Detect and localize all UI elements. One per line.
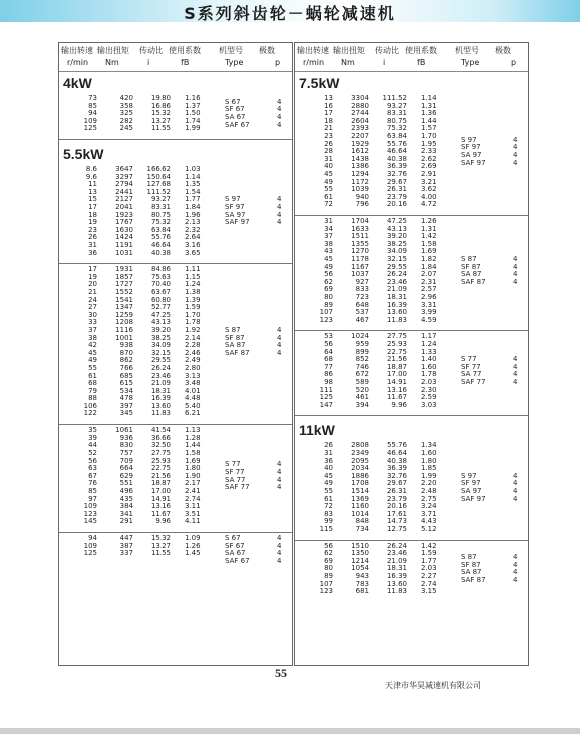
left-table-header: [59, 43, 292, 72]
page-title: S系列斜齿轮－蜗轮减速机: [184, 4, 396, 23]
poles-column: 4 4 4 4: [277, 97, 282, 129]
poles-column: 4 4 4 4: [277, 195, 282, 227]
i-column: 41.54 36.66 32.50 27.75 25.93 22.75 21.56 18.87 17.00 14.91 13.16 11.67 9.96: [150, 426, 171, 526]
poles-column: 4 4 4 4: [513, 135, 518, 167]
right-table-header: [295, 43, 528, 72]
column-header: 使用系数: [405, 46, 437, 55]
fb-column: 1.03 1.14 1.35 1.54 1.77 1.84 1.96 2.13 2.32 2.64 3.16 3.65: [185, 165, 201, 257]
poles-column: 4 4 4 4: [277, 325, 282, 357]
rpm-column: 13 16 17 18 21 23 26 28 31 40 45 49 55 61 72: [324, 94, 333, 209]
type-column: S 97 SF 97 SA 97 SAF 97: [461, 135, 486, 167]
fb-column: 1.14 1.31 1.36 1.44 1.57 1.70 1.95 2.33 2.62 2.69 2.91 3.21 3.62 4.00 4.72: [421, 94, 437, 209]
section-heading: 11kW: [299, 422, 335, 439]
section-heading: 4kW: [63, 75, 92, 91]
column-unit: Nm: [341, 58, 355, 67]
nm-column: 1061 936 830 757 709 664 629 551 496 435 384 341 291: [115, 426, 133, 526]
rpm-column: 8.6 9.6 11 13 15 17 18 19 23 26 31 36: [85, 165, 97, 257]
column-unit: i: [383, 58, 386, 67]
i-column: 27.75 25.93 22.75 21.56 18.87 17.00 14.91 13.16 11.67 9.96: [386, 332, 407, 409]
rpm-column: 73 85 94 109 125: [83, 94, 97, 133]
column-header: 传动比: [139, 46, 163, 55]
data-group: [59, 164, 292, 263]
section-heading: 7.5kW: [299, 75, 340, 91]
fb-column: 1.34 1.60 1.80 1.85 1.99 2.20 2.48 2.75 3.24 3.71 4.43 5.12: [421, 441, 437, 533]
column-header: 输出扭矩: [333, 46, 365, 55]
column-header: 输出转速: [61, 46, 93, 55]
poles-column: 4 4 4 4: [513, 552, 518, 584]
column-header: 输出转速: [297, 46, 329, 55]
column-unit: p: [511, 58, 517, 67]
poles-column: 4 4 4 4: [513, 255, 518, 286]
rpm-column: 94 109 125: [83, 534, 97, 558]
section-heading: 5.5kW: [63, 146, 104, 162]
company-name: 天津市华昊减速机有限公司: [385, 681, 481, 690]
nm-column: 3304 2880 2744 2604 2393 2207 1929 1612 1438 1386 1294 1172 1039 940 796: [351, 94, 369, 209]
column-header: 输出扭矩: [97, 46, 129, 55]
i-column: 55.76 46.64 40.38 36.39 32.76 29.67 26.31 23.79 20.16 17.61 14.73 12.75: [386, 441, 407, 533]
nm-column: 1931 1857 1727 1552 1541 1347 1259 1208 1116 1001 938 870 862 766 685 615 534 478 397 345: [115, 265, 133, 418]
column-unit: Nm: [105, 58, 119, 67]
fb-column: 1.09 1.26 1.45: [185, 534, 201, 558]
i-column: 111.52 93.27 83.31 80.75 75.32 63.84 55.76 46.64 40.38 36.39 32.76 29.67 26.31 23.79 20.16: [382, 94, 407, 209]
column-header: 使用系数: [169, 46, 201, 55]
fb-column: 1.26 1.31 1.42 1.58 1.69 1.82 1.84 2.07 2.31 2.57 2.96 3.31 3.99 4.59: [421, 217, 437, 324]
column-unit: i: [147, 58, 150, 67]
type-column: S 87 SF 87 SA 87 SAF 87: [461, 552, 486, 584]
nm-column: 2808 2349 2095 2034 1886 1708 1514 1369 1160 1014 848 734: [351, 441, 369, 533]
type-column: S 77 SF 77 SA 77 SAF 77: [225, 460, 250, 492]
column-unit: Type: [225, 58, 244, 67]
type-column: S 67 SF 67 SA 67 SAF 67: [225, 534, 250, 565]
nm-column: 447 387 337: [119, 534, 133, 558]
poles-column: 4 4 4 4: [277, 534, 282, 565]
column-unit: r/min: [303, 58, 325, 67]
type-column: S 77 SF 77 SA 77 SAF 77: [461, 355, 486, 386]
i-column: 15.32 13.27 11.55: [150, 534, 171, 558]
fb-column: 1.13 1.28 1.44 1.58 1.69 1.80 1.90 2.17 2.41 2.74 3.11 3.51 4.11: [185, 426, 201, 526]
i-column: 84.86 75.63 70.40 63.67 60.80 52.77 47.25 43.13 39.20 38.25 34.09 32.15 29.55 26.24 23.46 21.09 18.31 16.39 13.60 11.83: [150, 265, 171, 418]
column-unit: fB: [417, 58, 426, 67]
type-column: S 97 SF 97 SA 97 SAF 97: [461, 471, 486, 503]
column-header: 机型号: [219, 46, 243, 55]
rpm-column: 56 62 69 80 89 107 123: [319, 541, 333, 596]
i-column: 47.25 43.13 39.20 38.25 34.09 32.15 29.55 26.24 23.46 21.09 18.31 16.39 13.60 11.83: [386, 217, 407, 324]
data-group: [295, 216, 528, 330]
row-divider: [295, 415, 528, 416]
type-column: S 87 SF 87 SA 87 SAF 87: [461, 255, 486, 286]
column-header: 传动比: [375, 46, 399, 55]
nm-column: 3647 3297 2794 2441 2127 2041 1923 1767 1630 1424 1191 1031: [115, 165, 133, 257]
column-header: 机型号: [455, 46, 479, 55]
fb-column: 1.42 1.59 1.77 2.03 2.27 2.74 3.15: [421, 541, 437, 596]
page-number: 55: [275, 666, 287, 680]
column-unit: r/min: [67, 58, 89, 67]
fb-column: 1.16 1.37 1.50 1.74 1.99: [185, 94, 201, 133]
data-group: [59, 93, 292, 139]
poles-column: 4 4 4 4: [513, 471, 518, 503]
i-column: 26.24 23.46 21.09 18.31 16.39 13.60 11.83: [386, 541, 407, 596]
type-column: S 97 SF 97 SA 97 SAF 97: [225, 195, 250, 227]
column-header: 极数: [259, 46, 275, 55]
data-group: [295, 541, 528, 602]
right-table: [294, 42, 529, 666]
fb-column: 1.17 1.24 1.33 1.40 1.60 1.78 2.03 2.30 2.59 3.03: [421, 332, 437, 409]
type-column: S 67 SF 67 SA 67 SAF 67: [225, 97, 250, 129]
column-unit: Type: [461, 58, 480, 67]
column-unit: fB: [181, 58, 190, 67]
data-group: [59, 425, 292, 532]
type-column: S 87 SF 87 SA 87 SAF 87: [225, 325, 250, 357]
nm-column: 1510 1350 1214 1054 943 783 681: [351, 541, 369, 596]
nm-column: 1704 1633 1511 1355 1270 1178 1167 1037 927 833 723 648 537 467: [351, 217, 369, 324]
data-group: [295, 331, 528, 415]
nm-column: 1024 959 899 852 746 672 589 520 461 394: [351, 332, 369, 409]
rpm-column: 35 39 44 52 56 63 67 76 85 97 109 123 145: [83, 426, 97, 526]
title-banner: [0, 0, 580, 22]
rpm-column: 53 56 64 68 77 86 98 111 125 147: [319, 332, 333, 409]
poles-column: 4 4 4 4: [277, 460, 282, 492]
fb-column: 1.11 1.15 1.24 1.38 1.39 1.59 1.70 1.78 1.92 2.14 2.28 2.46 2.49 2.80 3.13 3.48 4.01 4.48 5.40 6.21: [185, 265, 201, 418]
nm-column: 420 358 325 282 245: [119, 94, 133, 133]
row-divider: [59, 139, 292, 140]
i-column: 166.62 150.64 127.68 111.52 93.27 83.31 80.75 75.32 63.84 55.76 46.64 40.38: [146, 165, 171, 257]
data-group: [295, 93, 528, 215]
rpm-column: 17 19 20 21 24 27 30 33 37 38 42 45 49 55 61 68 79 88 106 122: [83, 265, 97, 418]
scroll-strip: [0, 728, 580, 734]
column-header: 极数: [495, 46, 511, 55]
data-group: [59, 264, 292, 424]
column-unit: p: [275, 58, 281, 67]
rpm-column: 31 34 37 38 43 45 49 56 62 69 80 89 107 123: [319, 217, 333, 324]
i-column: 19.80 16.86 15.32 13.27 11.55: [150, 94, 171, 133]
rpm-column: 26 31 36 40 45 49 55 61 72 83 99 115: [319, 441, 333, 533]
data-group: [59, 533, 292, 564]
data-group: [295, 440, 528, 539]
poles-column: 4 4 4 4: [513, 355, 518, 386]
left-table: [58, 42, 293, 666]
